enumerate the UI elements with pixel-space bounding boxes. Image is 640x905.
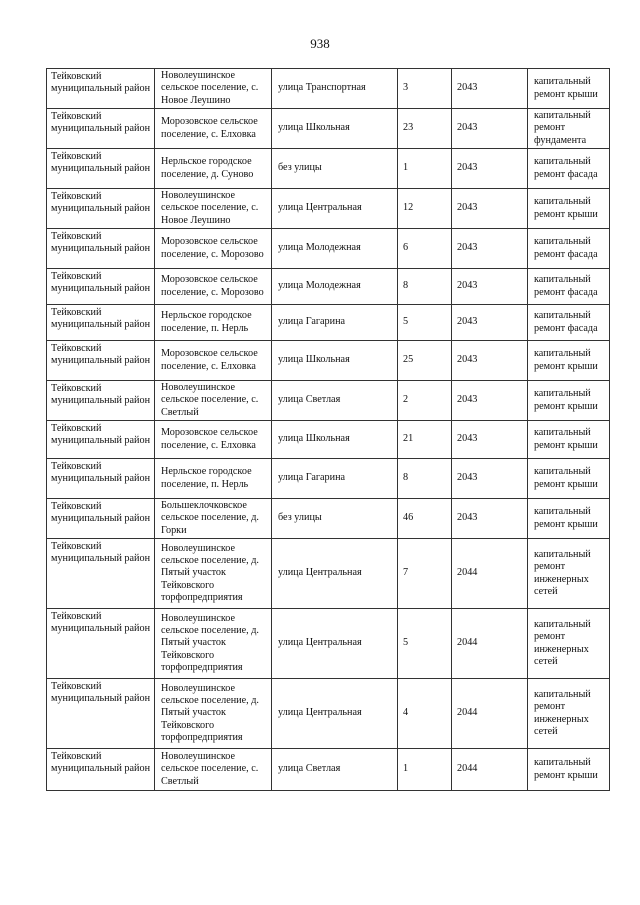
year-cell: 2044 (452, 749, 528, 791)
work-type-cell: капитальный ремонт крыши (528, 459, 610, 499)
table-row (47, 539, 610, 609)
settlement-cell: Новолеушинское сельское поселение, с. Новое Леушино (155, 69, 272, 109)
table-row (47, 305, 610, 341)
street-cell: улица Гагарина (272, 459, 398, 499)
street-cell: улица Центральная (272, 609, 398, 679)
table-row (47, 609, 610, 679)
work-type-cell: капитальный ремонт крыши (528, 69, 610, 109)
district-cell: Тейковский муниципальный район (47, 749, 155, 791)
year-cell: 2043 (452, 381, 528, 421)
street-cell: улица Центральная (272, 679, 398, 749)
table-row (47, 499, 610, 539)
district-cell: Тейковский муниципальный район (47, 189, 155, 229)
district-cell: Тейковский муниципальный район (47, 305, 155, 341)
district-cell: Тейковский муниципальный район (47, 229, 155, 269)
year-cell: 2044 (452, 539, 528, 609)
settlement-cell: Новолеушинское сельское поселение, д. Пятый участок Тейковского торфопредприятия (155, 609, 272, 679)
house-number-cell: 21 (398, 421, 452, 459)
year-cell: 2044 (452, 609, 528, 679)
house-number-cell: 23 (398, 109, 452, 149)
house-number-cell: 8 (398, 459, 452, 499)
work-type-cell: капитальный ремонт фасада (528, 229, 610, 269)
settlement-cell: Большеклочковское сельское поселение, д. Горки (155, 499, 272, 539)
year-cell: 2043 (452, 305, 528, 341)
settlement-cell: Морозовское сельское поселение, с. Морозово (155, 269, 272, 305)
district-cell: Тейковский муниципальный район (47, 381, 155, 421)
settlement-cell: Новолеушинское сельское поселение, д. Пятый участок Тейковского торфопредприятия (155, 679, 272, 749)
district-cell: Тейковский муниципальный район (47, 679, 155, 749)
year-cell: 2043 (452, 269, 528, 305)
settlement-cell: Нерльское городское поселение, д. Суново (155, 149, 272, 189)
settlement-cell: Новолеушинское сельское поселение, с. Светлый (155, 749, 272, 791)
year-cell: 2043 (452, 421, 528, 459)
settlement-cell: Морозовское сельское поселение, с. Елховка (155, 421, 272, 459)
district-cell: Тейковский муниципальный район (47, 109, 155, 149)
work-type-cell: капитальный ремонт фасада (528, 149, 610, 189)
work-type-cell: капитальный ремонт фундамента (528, 109, 610, 149)
house-number-cell: 5 (398, 609, 452, 679)
work-type-cell: капитальный ремонт крыши (528, 749, 610, 791)
settlement-cell: Новолеушинское сельское поселение, с. Новое Леушино (155, 189, 272, 229)
street-cell: улица Центральная (272, 539, 398, 609)
table-row (47, 149, 610, 189)
street-cell: улица Светлая (272, 749, 398, 791)
district-cell: Тейковский муниципальный район (47, 499, 155, 539)
street-cell: улица Светлая (272, 381, 398, 421)
work-type-cell: капитальный ремонт инженерных сетей (528, 539, 610, 609)
table-row (47, 69, 610, 109)
street-cell: без улицы (272, 499, 398, 539)
work-type-cell: капитальный ремонт фасада (528, 305, 610, 341)
table-row (47, 229, 610, 269)
table-row (47, 459, 610, 499)
street-cell: улица Гагарина (272, 305, 398, 341)
district-cell: Тейковский муниципальный район (47, 269, 155, 305)
settlement-cell: Новолеушинское сельское поселение, д. Пятый участок Тейковского торфопредприятия (155, 539, 272, 609)
year-cell: 2043 (452, 189, 528, 229)
house-number-cell: 3 (398, 69, 452, 109)
district-cell: Тейковский муниципальный район (47, 609, 155, 679)
settlement-cell: Морозовское сельское поселение, с. Елховка (155, 341, 272, 381)
house-number-cell: 12 (398, 189, 452, 229)
settlement-cell: Нерльское городское поселение, п. Нерль (155, 305, 272, 341)
work-type-cell: капитальный ремонт крыши (528, 499, 610, 539)
settlement-cell: Нерльское городское поселение, п. Нерль (155, 459, 272, 499)
house-number-cell: 5 (398, 305, 452, 341)
street-cell: улица Молодежная (272, 229, 398, 269)
street-cell: улица Молодежная (272, 269, 398, 305)
table-body (47, 69, 610, 791)
street-cell: без улицы (272, 149, 398, 189)
district-cell: Тейковский муниципальный район (47, 421, 155, 459)
table-row (47, 269, 610, 305)
street-cell: улица Центральная (272, 189, 398, 229)
house-number-cell: 1 (398, 149, 452, 189)
table-row (47, 421, 610, 459)
work-type-cell: капитальный ремонт крыши (528, 341, 610, 381)
district-cell: Тейковский муниципальный район (47, 149, 155, 189)
table-row (47, 189, 610, 229)
house-number-cell: 2 (398, 381, 452, 421)
district-cell: Тейковский муниципальный район (47, 341, 155, 381)
house-number-cell: 6 (398, 229, 452, 269)
street-cell: улица Школьная (272, 421, 398, 459)
year-cell: 2043 (452, 149, 528, 189)
house-number-cell: 25 (398, 341, 452, 381)
work-type-cell: капитальный ремонт крыши (528, 421, 610, 459)
table-row (47, 341, 610, 381)
work-type-cell: капитальный ремонт фасада (528, 269, 610, 305)
district-cell: Тейковский муниципальный район (47, 69, 155, 109)
street-cell: улица Транспортная (272, 69, 398, 109)
table-row (47, 679, 610, 749)
district-cell: Тейковский муниципальный район (47, 459, 155, 499)
repair-schedule-table (46, 68, 610, 791)
year-cell: 2044 (452, 679, 528, 749)
year-cell: 2043 (452, 459, 528, 499)
settlement-cell: Морозовское сельское поселение, с. Морозово (155, 229, 272, 269)
work-type-cell: капитальный ремонт инженерных сетей (528, 679, 610, 749)
work-type-cell: капитальный ремонт крыши (528, 381, 610, 421)
work-type-cell: капитальный ремонт крыши (528, 189, 610, 229)
settlement-cell: Новолеушинское сельское поселение, с. Светлый (155, 381, 272, 421)
work-type-cell: капитальный ремонт инженерных сетей (528, 609, 610, 679)
table-row (47, 109, 610, 149)
house-number-cell: 1 (398, 749, 452, 791)
page-number: 938 (310, 36, 330, 51)
house-number-cell: 7 (398, 539, 452, 609)
street-cell: улица Школьная (272, 109, 398, 149)
year-cell: 2043 (452, 341, 528, 381)
house-number-cell: 8 (398, 269, 452, 305)
street-cell: улица Школьная (272, 341, 398, 381)
settlement-cell: Морозовское сельское поселение, с. Елховка (155, 109, 272, 149)
house-number-cell: 4 (398, 679, 452, 749)
house-number-cell: 46 (398, 499, 452, 539)
year-cell: 2043 (452, 499, 528, 539)
year-cell: 2043 (452, 229, 528, 269)
year-cell: 2043 (452, 109, 528, 149)
district-cell: Тейковский муниципальный район (47, 539, 155, 609)
table-row (47, 381, 610, 421)
year-cell: 2043 (452, 69, 528, 109)
table-row (47, 749, 610, 791)
